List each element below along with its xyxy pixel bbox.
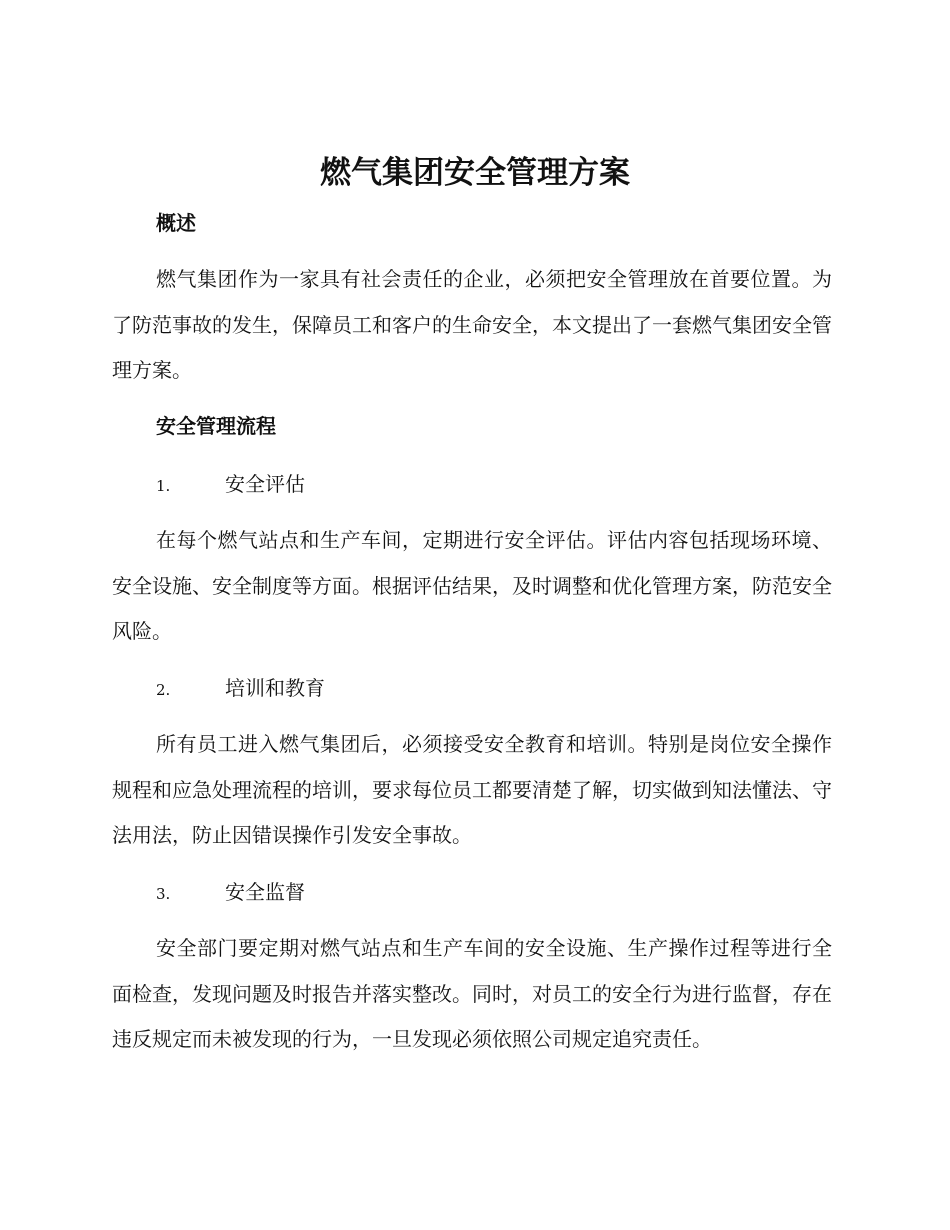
list-item-1	[156, 469, 305, 501]
supervision-paragraph: 安全部门要定期对燃气站点和生产车间的安全设施、生产操作过程等进行全面检查，发现问题及时报告并落实整改。同时，对员工的安全行为进行监督，存在违反规定而未被发现的行为，一旦发现必须依照公司规定追究责任。	[112, 936, 832, 1051]
list-item-2	[156, 673, 325, 705]
list-number: 2.	[156, 681, 171, 699]
list-label: 培训和教育	[225, 676, 325, 700]
document-title: 燃气集团安全管理方案	[320, 155, 630, 191]
list-label: 安全评估	[225, 472, 305, 496]
list-number: 3.	[156, 885, 171, 903]
assessment-paragraph: 在每个燃气站点和生产车间，定期进行安全评估。评估内容包括现场环境、安全设施、安全制度等方面。根据评估结果，及时调整和优化管理方案，防范安全风险。	[112, 528, 832, 643]
training-paragraph: 所有员工进入燃气集团后，必须接受安全教育和培训。特别是岗位安全操作规程和应急处理流程的培训，要求每位员工都要清楚了解，切实做到知法懂法、守法用法，防止因错误操作引发安全事故。	[112, 732, 832, 847]
list-number: 1.	[156, 477, 171, 495]
overview-heading: 概述	[156, 211, 196, 235]
list-label: 安全监督	[225, 880, 305, 904]
process-heading: 安全管理流程	[156, 414, 276, 438]
overview-paragraph: 燃气集团作为一家具有社会责任的企业，必须把安全管理放在首要位置。为了防范事故的发生，保障员工和客户的生命安全，本文提出了一套燃气集团安全管理方案。	[112, 267, 832, 382]
list-item-3	[156, 877, 305, 909]
